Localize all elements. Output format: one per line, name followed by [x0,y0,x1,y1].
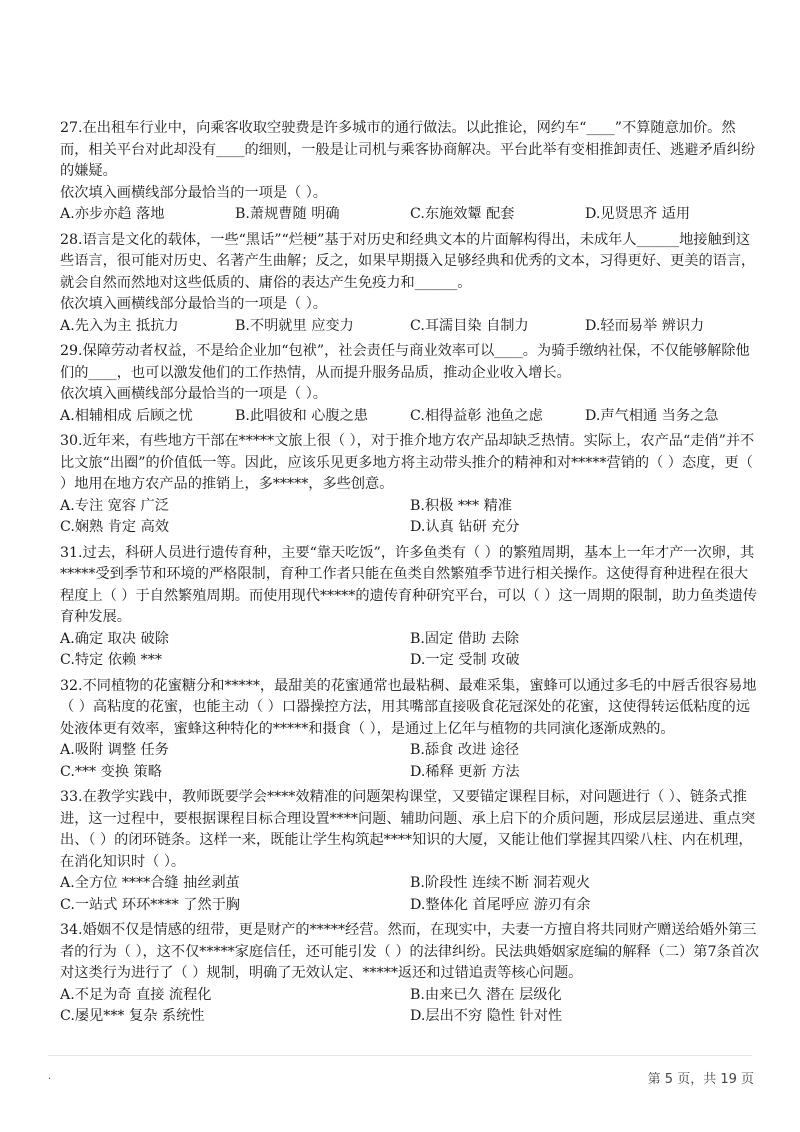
question-prompt: 依次填入画横线部分最恰当的一项是（ ）。 [60,296,327,312]
question-27 [60,118,760,226]
options-row [60,316,760,338]
question-stem: 34.婚姻不仅是情感的纽带，更是财产的*****经营。然而，在现实中，夫妻一方擅自将共同财产赠送给婚外第三者的行为（ ），这不仅*****家庭信任，还可能引发（ ）的法律纠纷。民法典婚姻家庭编的解释（二）第7条首次对这类行为进行了（ ）规制，明确了无效认定、*****返还和过错追责等核心问题。 [60,922,760,981]
question-stem: 30.近年来，有些地方干部在*****文旅上很（ ），对于推介地方农产品却缺乏热情。实际上，农产品“走俏”并不比文旅“出圈”的价值低一等。因此，应该乐见更多地方将主动带头推介的精神和对*****营销的（ ）态度，更（ ）地用在地方农产品的推销上，多*****，多些创意。 [60,433,755,492]
option-d: D.稀释 更新 方法 [410,763,520,780]
option-d: D.层出不穷 隐性 针对性 [410,1008,563,1024]
question-31 [60,543,760,672]
options-row [60,873,760,916]
option-d: D.轻而易举 辨识力 [585,317,705,334]
question-30 [60,431,760,539]
option-b: B.不明就里 应变力 [235,317,354,334]
options-row [60,740,760,783]
option-a: A.确定 取决 破除 [60,630,169,647]
footer-dot: · [48,1074,52,1085]
options-row [60,496,760,539]
options-row [60,629,760,672]
option-d: D.整体化 首尾呼应 游刃有余 [410,896,591,913]
question-stem: 33.在教学实践中，教师既要学会****效精准的问题架构课堂，又要锚定课程目标，对问题进行（ ）、链条式推进，这一过程中，要根据课程目标合理设置****问题、辅助问题、承上启下的介质问题，形成层层递进、重点突出、（ ）的闭环链条。这样一来，既能让学生构筑起****知识的大厦，又能让他们掌握其四梁八柱、内在机理，在消化知识时（ ）。 [60,789,756,870]
option-a: A.先入为主 抵抗力 [60,317,179,334]
question-stem: 28.语言是文化的载体，一些“黑话”“烂梗”基于对历史和经典文本的片面解构得出，未成年人______地接触到这些语言，很可能对历史、名著产生曲解；反之，如果早期摄入足够经典和优秀的文本，习得更好、更美的语言，就会自然而然地对这些低质的、庸俗的表达产生免疫力和______。 [60,231,756,291]
question-stem: 31.过去，科研人员进行遗传育种，主要“靠天吃饭”，许多鱼类有（ ）的繁殖周期，基本上一年才产一次卵，其*****受到季节和环境的严格限制，育种工作者只能在鱼类自然繁殖季节进行相关操作。这使得育种进程在很大程度上（ ）于自然繁殖周期。而使用现代*****的遗传育种研究平台，可以（ ）这一周期的限制，助力鱼类遗传育种发展。 [60,544,758,625]
option-d: D.认真 钻研 充分 [410,519,520,535]
options-row [60,406,760,428]
question-32 [60,676,760,784]
option-b: B.阶段性 连续不断 洞若观火 [410,875,591,891]
option-c: C.一站式 环环**** 了然于胸 [60,896,240,913]
question-34 [60,920,760,1028]
option-a: A.不足为奇 直接 流程化 [60,986,212,1003]
option-b: B.由来已久 潜在 层级化 [410,986,562,1003]
footer-divider [48,1055,752,1056]
question-prompt: 依次填入画横线部分最恰当的一项是（ ）。 [60,184,327,201]
question-stem: 29.保障劳动者权益，不是给企业加“包袱”，社会责任与商业效率可以____。为骑手缴纳社保，不仅能够解除他们的____，也可以激发他们的工作热情，从而提升服务品质，推动企业收入增长。 [60,343,750,381]
option-a: A.全方位 ****合缝 抽丝剥茧 [60,875,240,891]
question-stem: 27.在出租车行业中，向乘客收取空驶费是许多城市的通行做法。以此推论，网约车“____”不算随意加价。然而，相关平台对此却没有____的细则，一般是让司机与乘客协商解决。平台此举有变相推卸责任、逃避矛盾纠纷的嫌疑。 [60,120,756,179]
options-row [60,985,760,1028]
option-b: B.萧规曹随 明确 [235,206,340,222]
page-number: 第 5 页，共 19 页 [647,1072,754,1087]
options-row [60,204,760,226]
option-c: C.相得益彰 池鱼之虑 [410,407,543,424]
option-c: C.东施效颦 配套 [410,206,515,222]
question-33 [60,787,760,916]
option-a: A.相辅相成 后顾之忧 [60,407,193,424]
option-c: C.娴熟 肯定 高效 [60,519,170,535]
option-b: B.固定 借助 去除 [410,630,520,647]
option-b: B.此唱彼和 心腹之患 [235,407,368,424]
option-a: A.吸附 调整 任务 [60,742,169,758]
question-prompt: 依次填入画横线部分最恰当的一项是（ ）。 [60,386,327,402]
option-b: B.舔食 改进 途径 [410,742,520,758]
option-b: B.积极 *** 精准 [410,497,512,514]
question-stem: 32.不同植物的花蜜糖分和*****，最甜美的花蜜通常也最粘稠、最难采集，蜜蜂可以通过多毛的中唇舌很容易地（ ）高粘度的花蜜，也能主动（ ）口器操控方法，用其嘴部直接吸食花冠深处的花蜜，这使得转运低粘度的远处液体更有效率，蜜蜂这种特化的*****和摄食（ ），是通过上亿年与植物的共同演化逐渐成熟的。 [60,677,757,737]
question-29 [60,341,760,427]
option-c: C.耳濡目染 自制力 [410,317,529,334]
question-list [60,118,760,1032]
option-d: D.声气相通 当务之急 [585,407,719,424]
option-c: C.*** 变换 策略 [60,763,162,780]
option-a: A.专注 宽容 广泛 [60,497,169,514]
question-28 [60,230,760,338]
option-c: C.屡见*** 复杂 系统性 [60,1008,205,1024]
option-d: D.一定 受制 攻破 [410,652,520,668]
option-c: C.特定 依赖 *** [60,652,162,668]
option-a: A.亦步亦趋 落地 [60,206,165,222]
option-d: D.见贤思齐 适用 [585,206,691,222]
